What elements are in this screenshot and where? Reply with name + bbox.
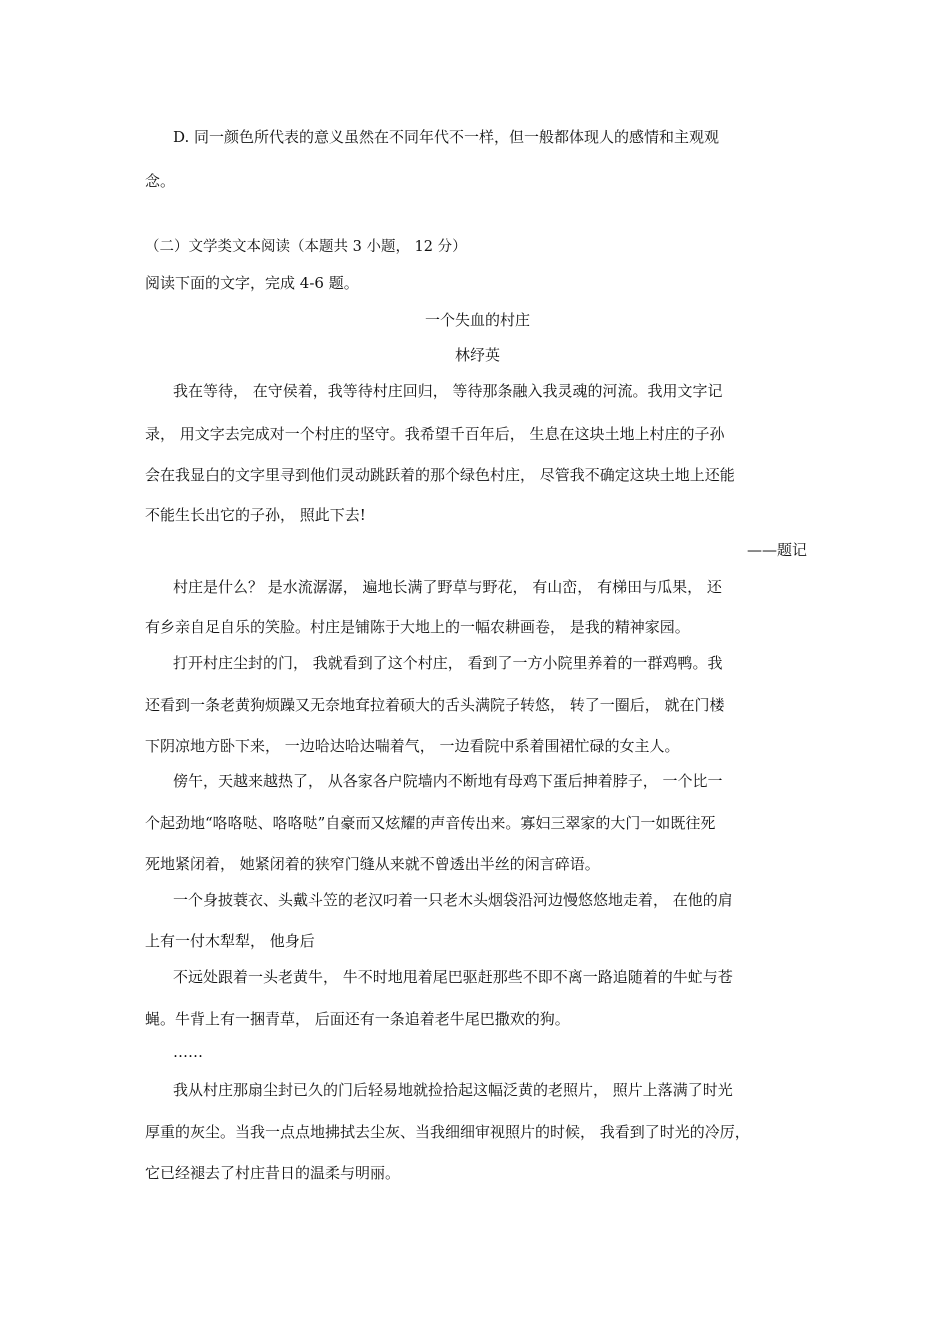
paragraph-line: 上有一付木犁犁， 他身后 xyxy=(145,932,315,950)
epigraph-line: 我在等待， 在守侯着，我等待村庄回归， 等待那条融入我灵魂的河流。我用文字记 xyxy=(173,382,723,400)
paragraph-line: 还看到一条老黄狗烦躁又无奈地耷拉着硕大的舌头满院子转悠， 转了一圈后， 就在门楼 xyxy=(145,696,725,714)
epigraph-line: 会在我显白的文字里寻到他们灵动跳跃着的那个绿色村庄， 尽管我不确定这块土地上还能 xyxy=(145,466,735,484)
paragraph-line: 厚重的灰尘。当我一点点地拂拭去尘灰、当我细细审视照片的时候， 我看到了时光的冷厉， xyxy=(145,1123,750,1141)
paragraph-line: 它已经褪去了村庄昔日的温柔与明丽。 xyxy=(145,1164,401,1182)
paragraph-line: 有乡亲自足自乐的笑脸。村庄是铺陈于大地上的一幅农耕画卷， 是我的精神家园。 xyxy=(145,618,690,636)
epigraph-sign: ——题记 xyxy=(746,541,807,559)
paragraph-line: 不远处跟着一头老黄牛， 牛不时地甩着尾巴驱赶那些不即不离一路追随着的牛虻与苍 xyxy=(173,968,733,986)
ellipsis: …… xyxy=(173,1043,203,1061)
paragraph-line: 下阴凉地方卧下来， 一边哈达哈达喘着气， 一边看院中系着围裙忙碌的女主人。 xyxy=(145,737,680,755)
option-d-line-2: 念。 xyxy=(145,172,176,190)
paragraph-line: 个起劲地“咯咯哒、咯咯哒”自豪而又炫耀的声音传出来。寡妇三翠家的大门一如既往死 xyxy=(145,814,716,832)
paragraph-line: 我从村庄那扇尘封已久的门后轻易地就捡拾起这幅泛黄的老照片， 照片上落满了时光 xyxy=(173,1081,733,1099)
option-d-line-1: D. 同一颜色所代表的意义虽然在不同年代不一样，但一般都体现人的感情和主观观 xyxy=(173,128,720,146)
epigraph-line: 不能生长出它的子孙， 照此下去! xyxy=(145,506,366,524)
reading-instruction: 阅读下面的文字，完成 4-6 题。 xyxy=(145,274,359,292)
paragraph-line: 一个身披蓑衣、头戴斗笠的老汉叼着一只老木头烟袋沿河边慢悠悠地走着， 在他的肩 xyxy=(173,891,733,909)
article-title: 一个失血的村庄 xyxy=(424,311,530,329)
paragraph-line: 村庄是什么？ 是水流潺潺， 遍地长满了野草与野花， 有山峦， 有梯田与瓜果， 还 xyxy=(173,578,722,596)
paragraph-line: 傍午，天越来越热了， 从各家各户院墙内不断地有母鸡下蛋后抻着脖子， 一个比一 xyxy=(173,772,723,790)
section-heading: （二）文学类文本阅读（本题共 3 小题， 12 分） xyxy=(145,239,467,255)
paragraph-line: 蝇。牛背上有一捆青草， 后面还有一条追着老牛尾巴撒欢的狗。 xyxy=(145,1010,570,1028)
paragraph-line: 死地紧闭着， 她紧闭着的狭窄门缝从来就不曾透出半丝的闲言碎语。 xyxy=(145,855,600,873)
paragraph-line: 打开村庄尘封的门， 我就看到了这个村庄， 看到了一方小院里养着的一群鸡鸭。我 xyxy=(173,654,723,672)
article-author: 林纾英 xyxy=(454,346,500,364)
epigraph-line: 录， 用文字去完成对一个村庄的坚守。我希望千百年后， 生息在这块土地上村庄的子孙 xyxy=(145,425,725,443)
